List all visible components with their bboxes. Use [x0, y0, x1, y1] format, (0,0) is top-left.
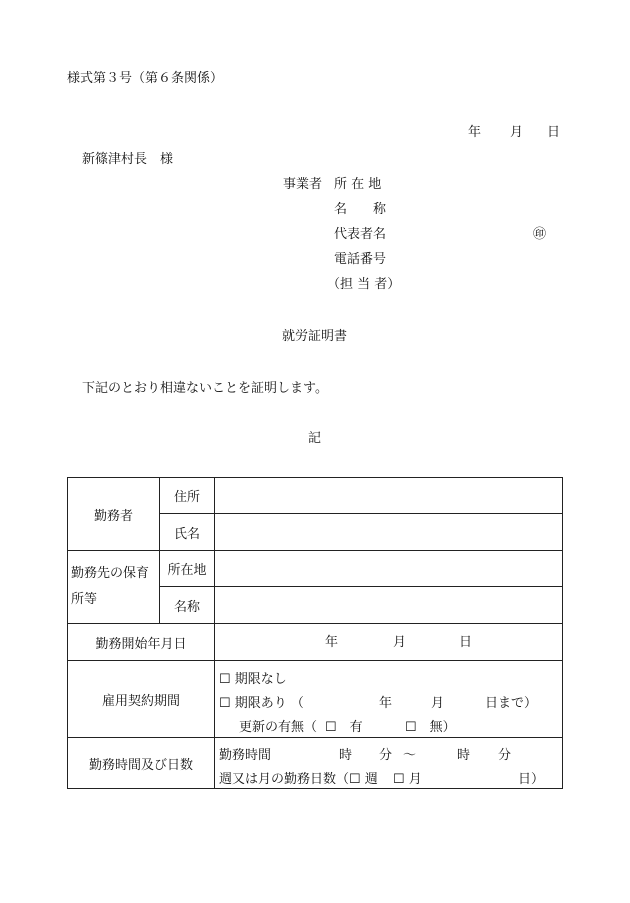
- location-label-cell: [160, 551, 215, 587]
- limit-until-label: 日まで）: [485, 696, 538, 711]
- workplace-label-line1: 勤務先の保育: [71, 566, 150, 581]
- work-time-label: 勤務時間: [219, 748, 272, 763]
- month-checkbox[interactable]: ☐ 月: [393, 772, 422, 787]
- end-hour-label: 時: [457, 748, 471, 763]
- contract-field: [215, 661, 563, 738]
- employer-phone-label: 電話番号: [334, 252, 387, 267]
- work-days-close-label: 日）: [518, 772, 545, 787]
- contract-header: [68, 661, 215, 738]
- end-minute-label: 分: [498, 748, 512, 763]
- no-limit-checkbox[interactable]: ☐ 期限なし: [219, 672, 287, 687]
- date-month-label: 月: [510, 125, 524, 140]
- work-time-line: [215, 739, 562, 763]
- renewal-label: 更新の有無（: [239, 720, 318, 735]
- document-title: 就労証明書: [282, 329, 348, 344]
- form-number: 様式第３号（第６条関係）: [67, 71, 224, 86]
- contract-line-3: [215, 711, 562, 735]
- start-month-label: 月: [393, 635, 407, 650]
- company-name-label: 名称: [174, 599, 201, 615]
- start-day-label: 日: [459, 635, 473, 650]
- address-field[interactable]: [215, 478, 563, 514]
- workplace-header: [68, 551, 160, 624]
- address-label-cell: [160, 478, 215, 514]
- contract-label: 雇用契約期間: [101, 693, 180, 709]
- location-label: 所在地: [167, 563, 207, 578]
- name-field[interactable]: [215, 514, 563, 551]
- certificate-table: [67, 477, 563, 789]
- hours-days-header: [68, 738, 215, 789]
- hours-days-field: [215, 738, 563, 789]
- contract-line-1: [215, 663, 562, 687]
- ki-heading: 記: [308, 431, 322, 446]
- week-checkbox[interactable]: 週又は月の勤務日数（☐ 週: [219, 772, 378, 787]
- address-label: 住所: [174, 490, 201, 505]
- employer-name-label: 名 称: [334, 202, 387, 217]
- table-row: [68, 478, 563, 514]
- employer-address-label: 所 在 地: [334, 177, 382, 192]
- company-name-label-cell: [160, 587, 215, 624]
- has-limit-checkbox[interactable]: ☐ 期限あり （: [219, 696, 304, 711]
- limit-year-label: 年: [379, 696, 393, 711]
- limit-month-label: 月: [431, 696, 445, 711]
- renewal-no-checkbox[interactable]: ☐ 無）: [405, 720, 456, 735]
- contract-line-2: [215, 687, 562, 711]
- start-year-label: 年: [325, 635, 339, 650]
- addressee: 新篠津村長 様: [82, 152, 174, 167]
- name-label-cell: [160, 514, 215, 551]
- employer-contact-label: （担 当 者）: [327, 277, 401, 292]
- renewal-yes-checkbox[interactable]: ☐ 有: [325, 720, 363, 735]
- hours-days-label: 勤務時間及び日数: [88, 757, 193, 773]
- start-date-field[interactable]: [215, 624, 563, 661]
- start-minute-label: 分: [379, 748, 393, 763]
- seal-mark: ㊞: [533, 227, 547, 242]
- company-name-field[interactable]: [215, 587, 563, 624]
- start-date-header: [68, 624, 215, 661]
- employer-rep-label: 代表者名: [334, 227, 387, 242]
- start-hour-label: 時: [339, 748, 353, 763]
- tilde-separator: ～: [403, 748, 417, 763]
- work-days-line: [215, 763, 562, 787]
- table-row: [68, 661, 563, 738]
- table-row: [68, 624, 563, 661]
- name-label: 氏名: [174, 526, 201, 542]
- worker-header: [68, 478, 160, 551]
- certification-statement: 下記のとおり相違ないことを証明します。: [82, 381, 328, 396]
- date-day-label: 日: [547, 125, 561, 140]
- location-field[interactable]: [215, 551, 563, 587]
- worker-label: 勤務者: [93, 508, 133, 524]
- employer-label: 事業者: [283, 177, 323, 192]
- date-year-label: 年: [468, 125, 482, 140]
- table-row: [68, 738, 563, 789]
- table-row: [68, 551, 563, 587]
- start-date-label: 勤務開始年月日: [95, 636, 187, 652]
- workplace-label-line2: 所等: [71, 592, 98, 607]
